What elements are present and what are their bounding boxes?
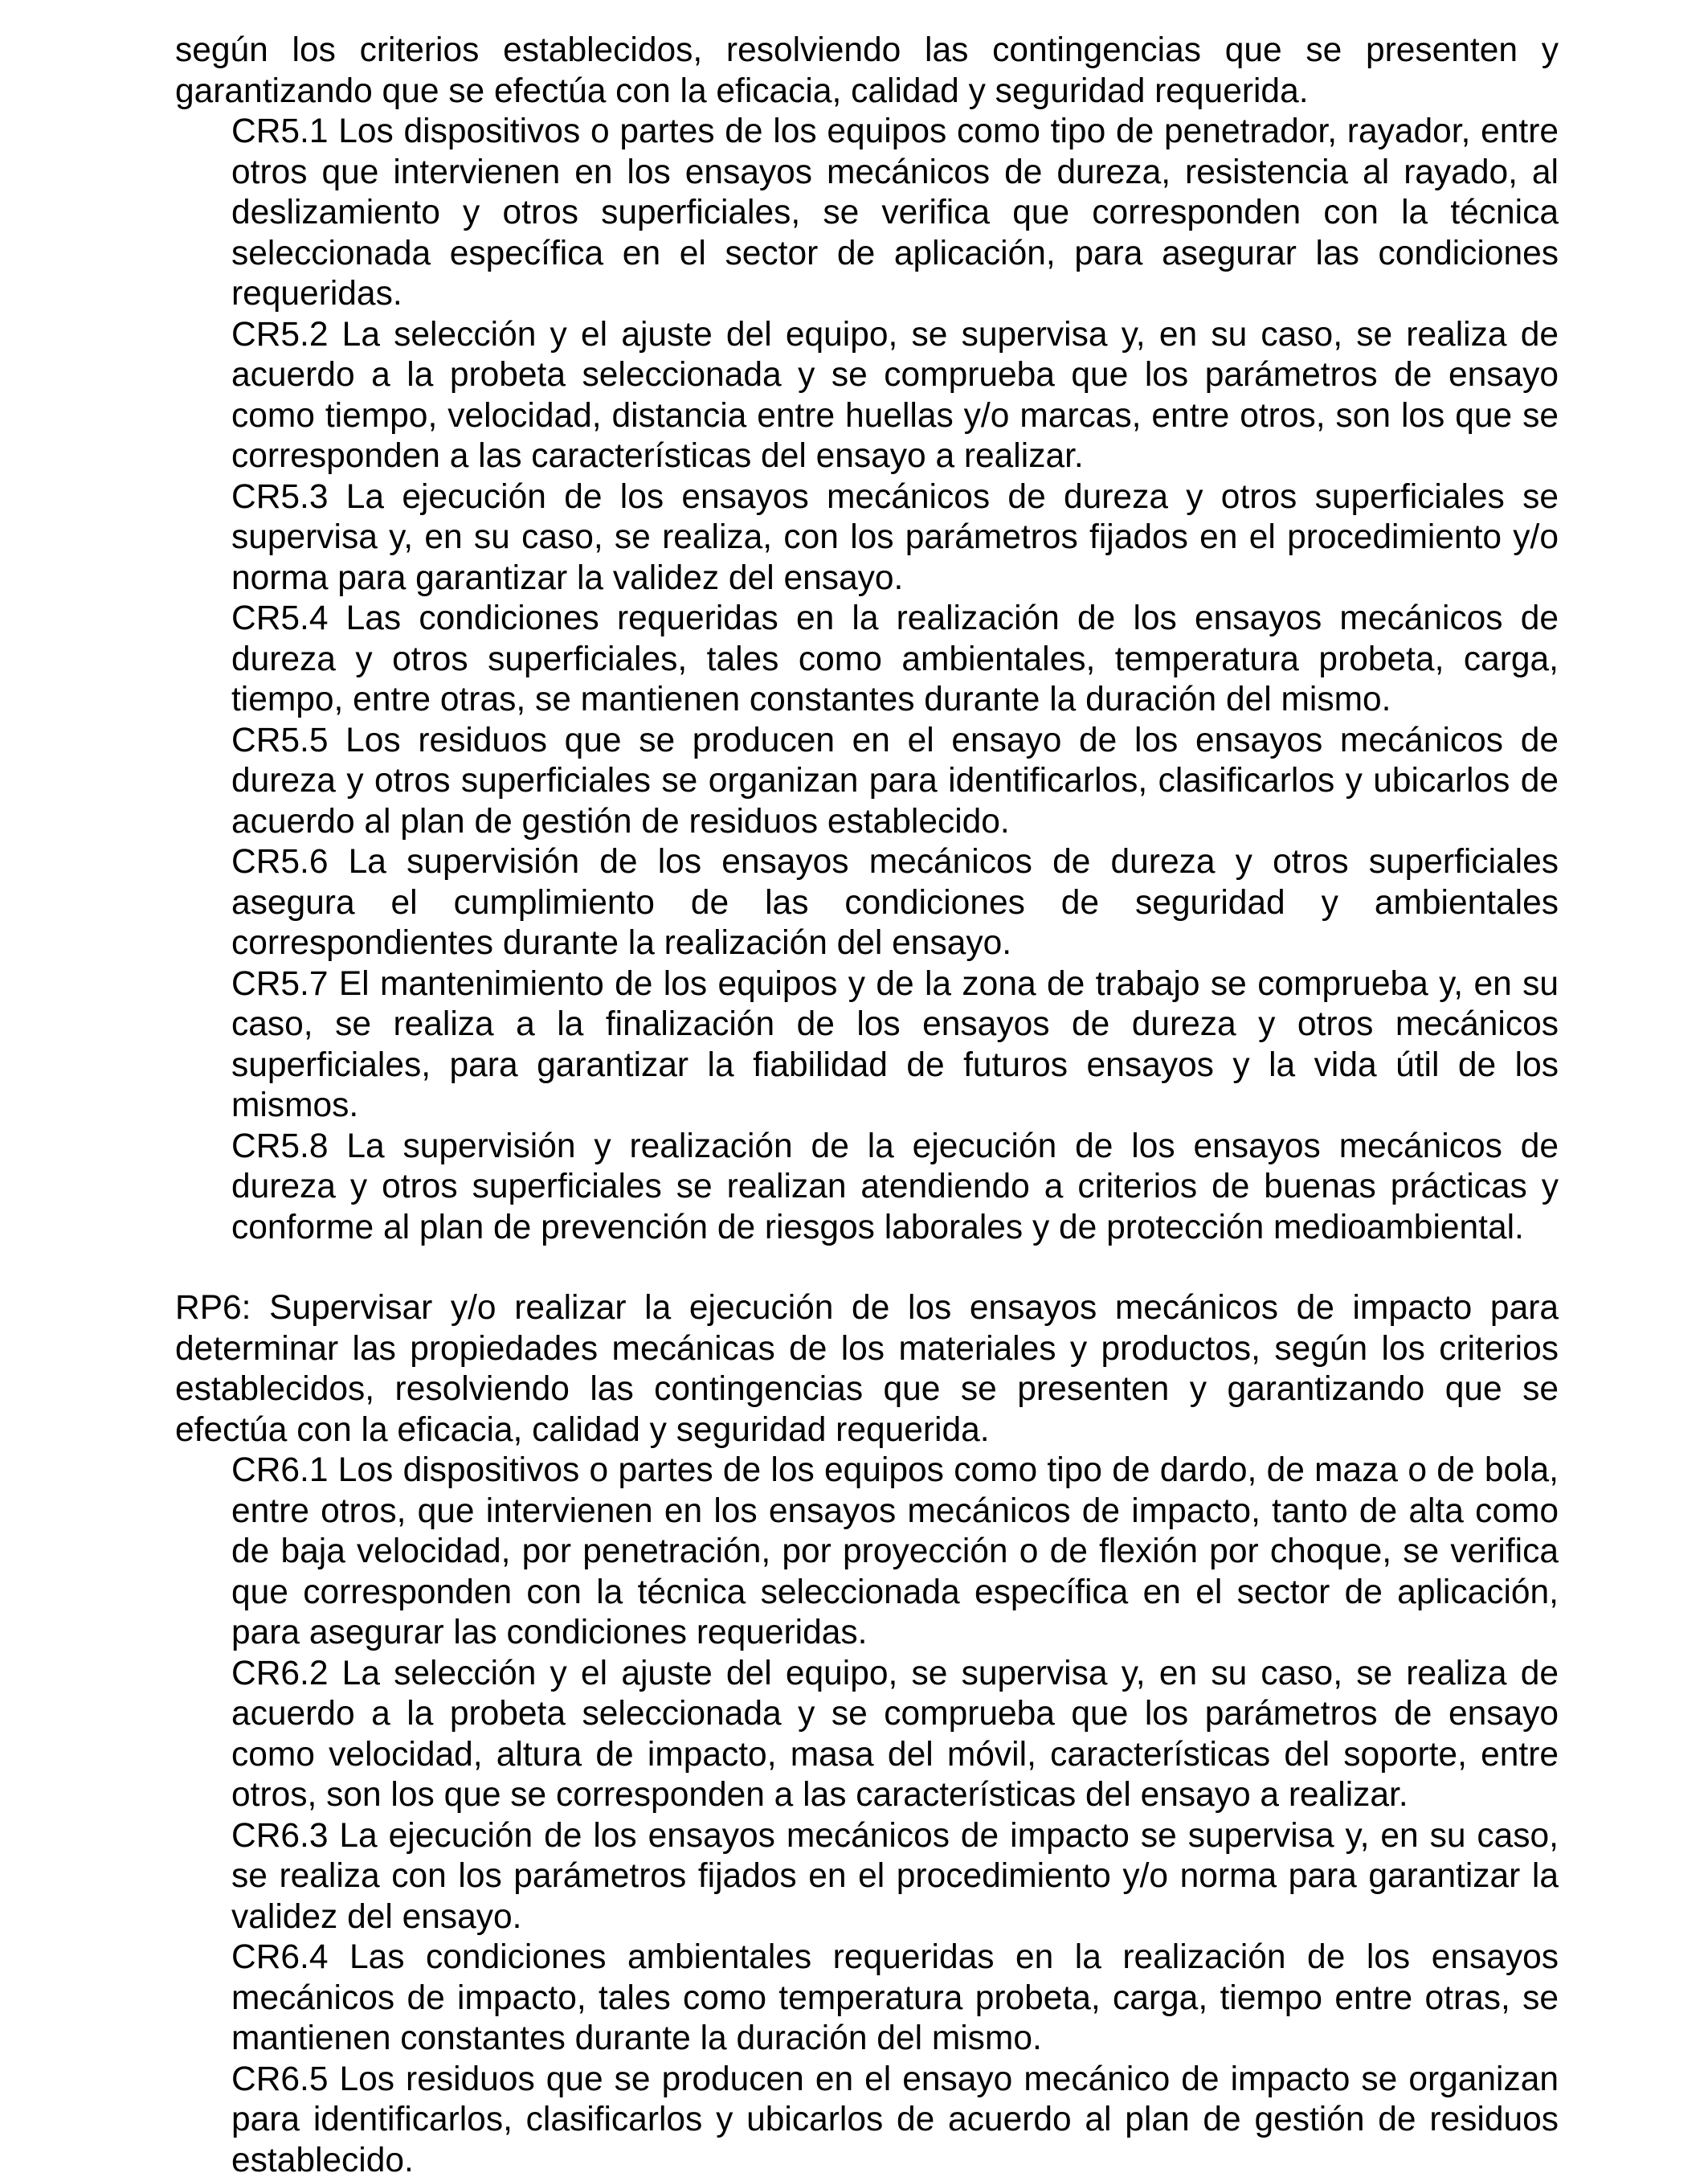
criterion-cr5-4: CR5.4 Las condiciones requeridas en la realización de los ensayos mecánicos de dureza y otros superficiales, tales como ambientales, temperatura probeta, carga, tiempo, entre otras, se mantienen constantes durante la duración del mismo. <box>231 599 1559 721</box>
criterion-cr5-7: CR5.7 El mantenimiento de los equipos y de la zona de trabajo se comprueba y, en su caso, se realiza a la finalización de los ensayos de dureza y otros mecánicos superficiales, para garantizar la fiabilidad de futuros ensayos y la vida útil de los mismos. <box>231 964 1559 1127</box>
criterion-cr5-2: CR5.2 La selección y el ajuste del equipo, se supervisa y, en su caso, se realiza de acuerdo a la probeta seleccionada y se comprueba que los parámetros de ensayo como tiempo, velocidad, distancia entre huellas y/o marcas, entre otros, son los que se corresponden a las características del ensayo a realizar. <box>231 315 1559 477</box>
criterion-cr6-5: CR6.5 Los residuos que se producen en el ensayo mecánico de impacto se organizan para identificarlos, clasificarlos y ubicarlos de acuerdo al plan de gestión de residuos establecido. <box>231 2060 1559 2181</box>
criterion-cr5-6: CR5.6 La supervisión de los ensayos mecánicos de dureza y otros superficiales asegura el cumplimiento de las condiciones de seguridad y ambientales correspondientes durante la realización del ensayo. <box>231 842 1559 964</box>
criterion-cr6-4: CR6.4 Las condiciones ambientales requeridas en la realización de los ensayos mecánicos de impacto, tales como temperatura probeta, carga, tiempo entre otras, se mantienen constantes durante la duración del mismo. <box>231 1938 1559 2060</box>
rp6-heading-paragraph: RP6: Supervisar y/o realizar la ejecución de los ensayos mecánicos de impacto para determinar las propiedades mecánicas de los materiales y productos, según los criterios establecidos, resolviendo las contingencias que se presenten y garantizando que se efectúa con la eficacia, calidad y seguridad requerida. <box>175 1288 1559 1451</box>
criterion-cr5-1: CR5.1 Los dispositivos o partes de los equipos como tipo de penetrador, rayador, entre otros que intervienen en los ensayos mecánicos de dureza, resistencia al rayado, al deslizamiento y otros superficiales, se verifica que corresponden con la técnica seleccionada específica en el sector de aplicación, para asegurar las condiciones requeridas. <box>231 112 1559 315</box>
criterion-cr5-3: CR5.3 La ejecución de los ensayos mecánicos de dureza y otros superficiales se supervisa y, en su caso, se realiza, con los parámetros fijados en el procedimiento y/o norma para garantizar la validez del ensayo. <box>231 477 1559 599</box>
criterion-cr5-5: CR5.5 Los residuos que se producen en el ensayo de los ensayos mecánicos de dureza y otros superficiales se organizan para identificarlos, clasificarlos y ubicarlos de acuerdo al plan de gestión de residuos establecido. <box>231 721 1559 843</box>
document-page <box>175 31 1559 2181</box>
criterion-cr5-8: CR5.8 La supervisión y realización de la ejecución de los ensayos mecánicos de dureza y otros superficiales se realizan atendiendo a criterios de buenas prácticas y conforme al plan de prevención de riesgos laborales y de protección medioambiental. <box>231 1127 1559 1249</box>
criterion-cr6-2: CR6.2 La selección y el ajuste del equipo, se supervisa y, en su caso, se realiza de acuerdo a la probeta seleccionada y se comprueba que los parámetros de ensayo como velocidad, altura de impacto, masa del móvil, características del soporte, entre otros, son los que se corresponden a las características del ensayo a realizar. <box>231 1654 1559 1816</box>
rp5-continuation-paragraph: según los criterios establecidos, resolviendo las contingencias que se presenten y garantizando que se efectúa con la eficacia, calidad y seguridad requerida. <box>175 31 1559 112</box>
criterion-cr6-1: CR6.1 Los dispositivos o partes de los equipos como tipo de dardo, de maza o de bola, entre otros, que intervienen en los ensayos mecánicos de impacto, tanto de alta como de baja velocidad, por penetración, por proyección o de flexión por choque, se verifica que corresponden con la técnica seleccionada específica en el sector de aplicación, para asegurar las condiciones requeridas. <box>231 1451 1559 1654</box>
criterion-cr6-3: CR6.3 La ejecución de los ensayos mecánicos de impacto se supervisa y, en su caso, se realiza con los parámetros fijados en el procedimiento y/o norma para garantizar la validez del ensayo. <box>231 1816 1559 1938</box>
paragraph-spacer <box>175 1248 1559 1288</box>
